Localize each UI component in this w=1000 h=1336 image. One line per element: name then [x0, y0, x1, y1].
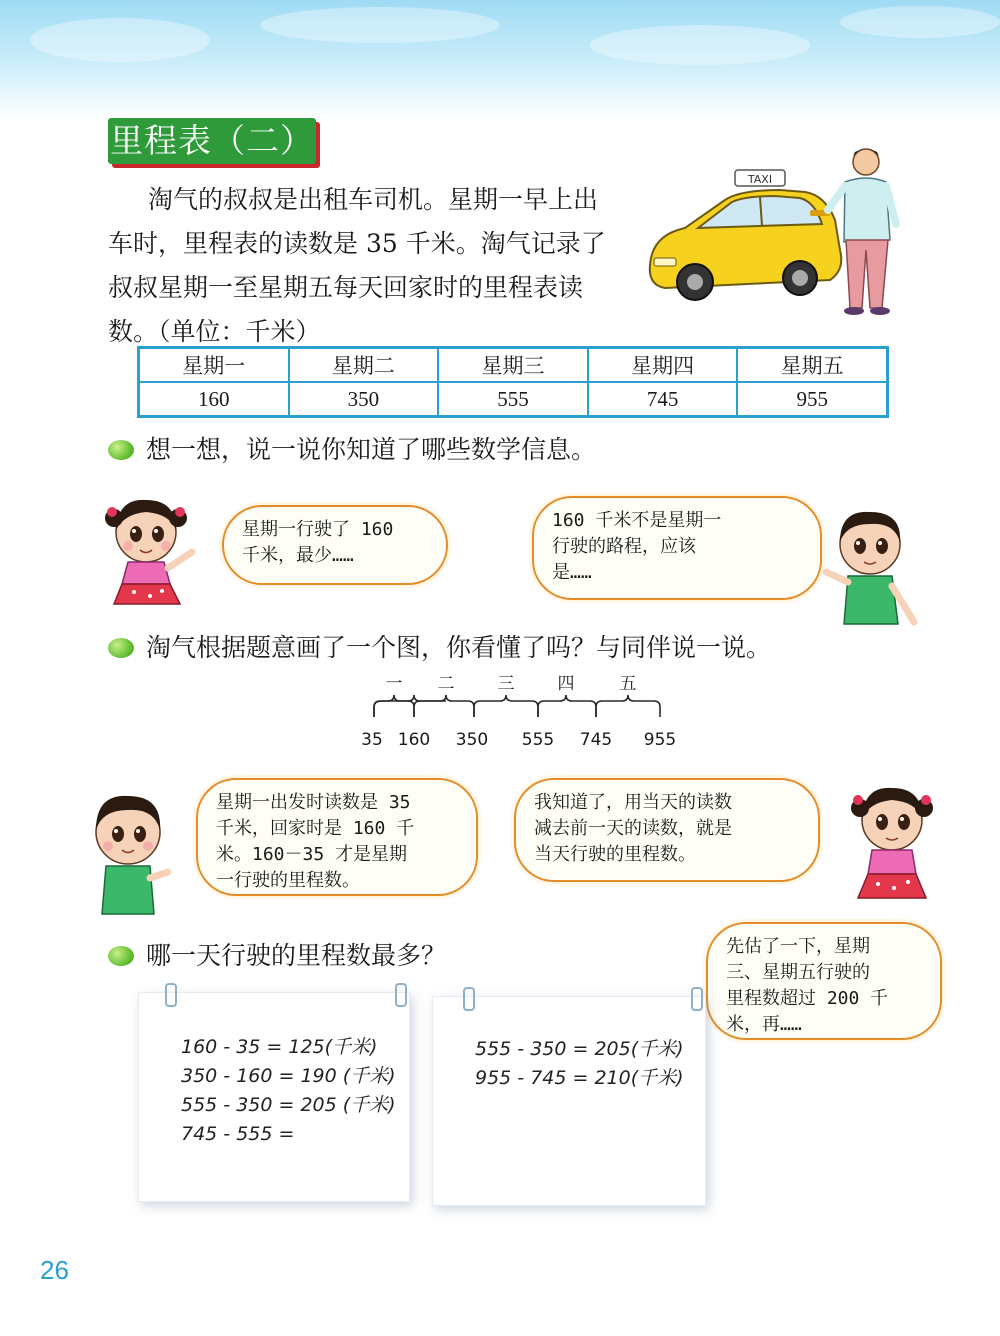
reading-label: 350 [455, 730, 489, 750]
table-cell: 160 [139, 382, 289, 416]
brace-day-2 [414, 695, 474, 717]
intro-paragraph: 淘气的叔叔是出租车司机。星期一早上出车时，里程表的读数是 35 千米。淘气记录了叔叔星期一至星期五每天回家时的里程表读数。（单位：千米） [108, 185, 606, 346]
odometer-table [138, 347, 888, 417]
reading-label: 555 [521, 730, 555, 750]
question-2 [108, 630, 771, 666]
day-label: 三 [497, 674, 515, 694]
calc-line: 160 - 35 = 125(千米) [181, 1036, 378, 1058]
paper-clip-icon [395, 983, 407, 1007]
calculation-note-left [138, 992, 410, 1202]
table-row [139, 382, 887, 416]
table-header-cell: 星期四 [588, 348, 738, 382]
table-cell: 350 [289, 382, 439, 416]
calc-lines-left [181, 1033, 396, 1149]
table-header-cell: 星期一 [139, 348, 289, 382]
brace-day-3 [474, 695, 538, 717]
brace-day-4 [538, 695, 596, 717]
table-header-cell: 星期五 [737, 348, 887, 382]
question-3 [108, 938, 446, 974]
green-bullet-icon [108, 946, 134, 966]
day-label: 一 [385, 674, 403, 694]
speech-bubble-3 [196, 778, 478, 896]
paper-clip-icon [691, 987, 703, 1011]
speech-bubble-2-text: 160 千米不是星期一 行驶的路程，应该 是…… [552, 510, 722, 583]
question-1-text: 想一想，说一说你知道了哪些数学信息。 [146, 435, 597, 464]
speech-bubble-4-text: 我知道了，用当天的读数 减去前一天的读数，就是 当天行驶的里程数。 [534, 792, 732, 865]
question-2-text: 淘气根据题意画了一个图，你看懂了吗？与同伴说一说。 [146, 633, 772, 662]
speech-bubble-5-text: 先估了一下，星期 三、星期五行驶的 里程数超过 200 千 米，再…… [726, 936, 889, 1035]
brace-day-5 [596, 695, 660, 717]
table-header-row [139, 348, 887, 382]
table-cell: 955 [737, 382, 887, 416]
lesson-title: 里程表（二） [108, 118, 316, 164]
page-number: 26 [40, 1255, 69, 1285]
calc-line: 745 - 555 = [181, 1123, 295, 1145]
speech-bubble-5 [706, 922, 942, 1040]
calc-line: 955 - 745 = 210(千米) [475, 1067, 684, 1089]
green-bullet-icon [108, 638, 134, 658]
calc-lines-right [475, 1035, 684, 1093]
calc-line: 555 - 350 = 205(千米) [475, 1038, 684, 1060]
speech-bubble-1 [222, 505, 448, 585]
day-label: 二 [437, 674, 455, 694]
question-1 [108, 432, 596, 468]
calculation-note-right [432, 996, 706, 1206]
calc-line: 555 - 350 = 205 (千米) [181, 1094, 396, 1116]
sky-header [0, 0, 1000, 120]
day-label: 四 [557, 674, 575, 694]
brace-day-1 [374, 695, 446, 717]
girl-character-icon [838, 778, 948, 908]
reading-label: 745 [579, 730, 613, 750]
calc-line: 350 - 160 = 190 (千米) [181, 1065, 396, 1087]
reading-label: 955 [643, 730, 677, 750]
girl-character-icon [100, 492, 210, 610]
table-cell: 555 [438, 382, 588, 416]
cloud-pattern [0, 0, 1000, 120]
paper-clip-icon [463, 987, 475, 1011]
taxi-driver-illustration [640, 140, 920, 330]
table-header-cell: 星期二 [289, 348, 439, 382]
reading-label: 160 [397, 730, 431, 750]
speech-bubble-3-text: 星期一出发时读数是 35 千米，回家时是 160 千 米。160－35 才是星期 一行驶的里程数。 [216, 792, 415, 891]
question-3-text: 哪一天行驶的里程数最多？ [146, 941, 447, 970]
odometer-number-line [360, 665, 690, 755]
green-bullet-icon [108, 440, 134, 460]
speech-bubble-2 [532, 496, 822, 600]
boy-character-icon [818, 502, 922, 642]
day-label: 五 [619, 674, 637, 694]
table-header-cell: 星期三 [438, 348, 588, 382]
boy-character-icon [78, 788, 188, 918]
speech-bubble-4 [514, 778, 820, 882]
speech-bubble-1-text: 星期一行驶了 160 千米，最少…… [242, 519, 394, 566]
paper-clip-icon [165, 983, 177, 1007]
taxi-sign-text: TAXI [747, 173, 773, 186]
table-cell: 745 [588, 382, 738, 416]
reading-label: 35 [361, 730, 383, 750]
